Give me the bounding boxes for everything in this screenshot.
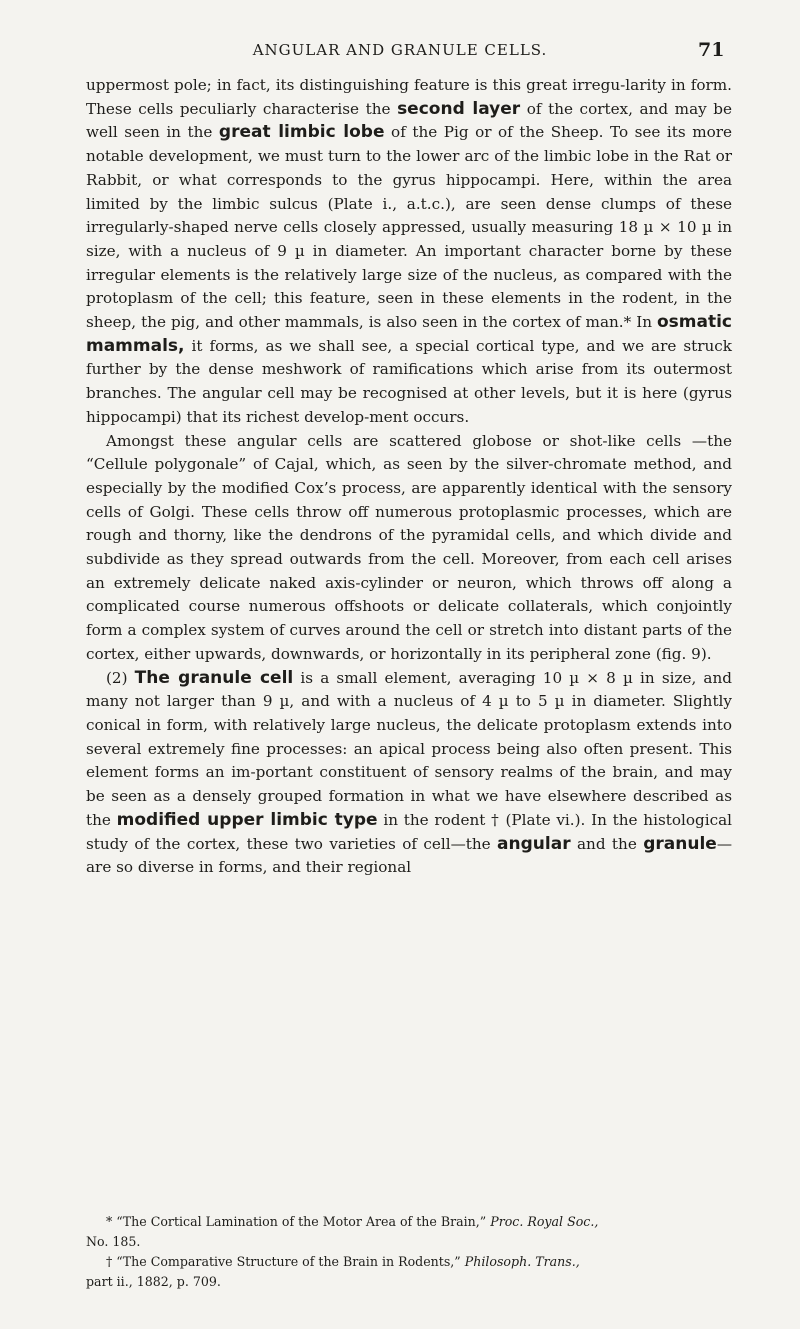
footnote-text: part ii., 1882, p. 709. [86, 1274, 221, 1289]
footnote-citation: Philosoph. Trans., [464, 1254, 580, 1269]
heading-osmatic-mammals: osmatic mammals, [86, 312, 732, 356]
text-run: uppermost pole; in fact, its distinguishing feature is this great irregu-larity in form. These cells peculiarly characterise the [86, 76, 732, 118]
paragraph-granule-cell [86, 667, 732, 880]
page-number: 71 [698, 39, 725, 61]
footnotes [86, 1212, 732, 1292]
text-run: it forms, as we shall see, a special cortical type, and we are struck further by the dense meshwork of ramifications which arise from its outermost branches. The angular cell may be recognised at other levels, but it is here (gyrus hippocampi) that its richest develop-ment occurs. [86, 336, 732, 426]
footnote-text: * “The Cortical Lamination of the Motor Area of the Brain,” [106, 1214, 491, 1229]
heading-angular: angular [497, 833, 571, 854]
heading-granule-cell: The granule cell [134, 667, 294, 688]
text-run: in the rodent † (Plate vi.). In the histological study of the cortex, these two varieties of cell—the [86, 810, 732, 853]
footnote-citation: Proc. Royal Soc., [490, 1214, 599, 1229]
footnote-text: † “The Comparative Structure of the Brain in Rodents,” [106, 1254, 465, 1269]
paragraph-angular-cells [86, 74, 732, 430]
heading-granule: granule [643, 833, 717, 854]
text-run: of the cortex, and may be well seen in the [86, 99, 732, 142]
heading-modified-upper-limbic-type: modified upper limbic type [116, 809, 378, 830]
text-run: (2) [106, 668, 135, 687]
footnote-2 [86, 1252, 732, 1292]
running-title: ANGULAR AND GRANULE CELLS. [252, 41, 548, 59]
text-run: and the [570, 834, 644, 853]
page-header [0, 36, 800, 64]
paragraph-globose-cells: Amongst these angular cells are scattered globose or shot-like cells —the “Cellule polygonale” of Cajal, which, as seen by the silver-chromate method, and especially by the modified Cox’s process, are apparently identical with the sensory cells of Golgi. These cells throw off numerous protoplasmic processes, which are rough and thorny, like the dendrons of the pyramidal cells, and which divide and subdivide as they spread outwards from the cell. Moreover, from each cell arises an extremely delicate naked axis-cylinder or neuron, which throws off along a complicated course numerous offshoots or delicate collaterals, which conjointly form a complex system of curves around the cell or stretch into distant parts of the cortex, either upwards, downwards, or horizontally in its peripheral zone (fig. 9). [86, 431, 732, 663]
text-run: —are so diverse in forms, and their regional [86, 834, 732, 877]
footnote-1 [86, 1212, 732, 1252]
heading-great-limbic-lobe: great limbic lobe [218, 122, 385, 143]
footnote-text: No. 185. [86, 1234, 141, 1249]
text-run: of the Pig or of the Sheep. To see its more notable development, we must turn to the lower arc of the limbic lobe in the Rat or Rabbit, or what corresponds to the gyrus hippocampi. Here, within the area limited by the limbic sulcus (Plate i., a.t.c.), are seen dense clumps of these irregularly-shaped nerve cells closely appressed, usually measuring 18 µ × 10 µ in size, with a nucleus of 9 µ in diameter. An important character borne by these irregular elements is the relatively large size of the nucleus, as compared with the protoplasm of the cell; this feature, seen in these elements in the rodent, in the sheep, the pig, and other mammals, is also seen in the cortex of man.* In [86, 123, 733, 332]
body-text [86, 74, 732, 880]
heading-second-layer: second layer [397, 98, 521, 119]
text-run: is a small element, averaging 10 µ × 8 µ in size, and many not larger than 9 µ, and with a nucleus of 4 µ to 5 µ in diameter. Slightly conical in form, with relatively large nucleus, the delicate protoplasm extends into several extremely fine processes: an apical process being also often present. This element forms an im-portant constituent of sensory realms of the brain, and may be seen as a densely grouped formation in what we have elsewhere described as the [86, 668, 732, 829]
